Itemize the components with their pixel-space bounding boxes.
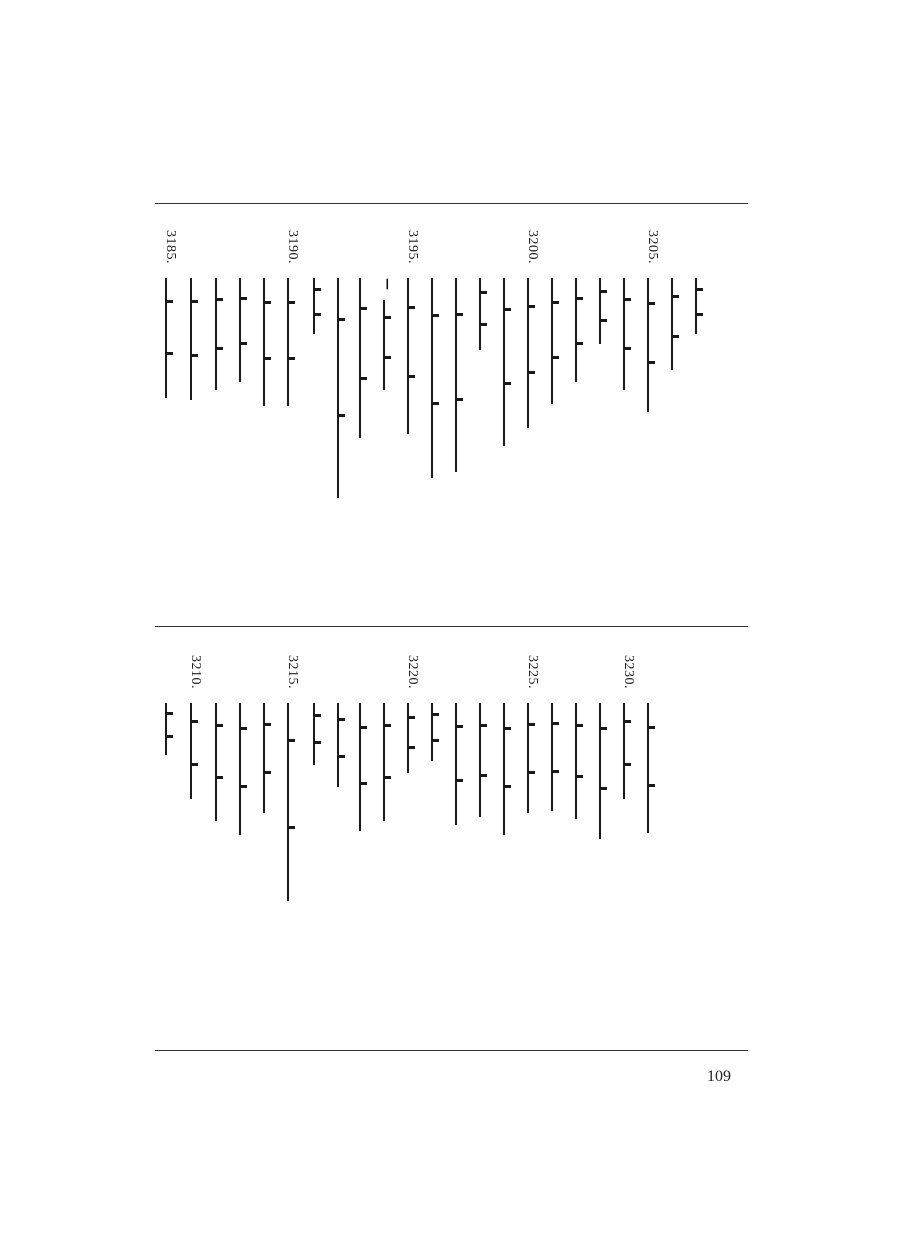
mongolian-script-line (479, 278, 491, 350)
mongolian-script-line (190, 703, 202, 799)
verse-block-upper (150, 230, 750, 610)
line-number: 3220. (405, 655, 420, 689)
mongolian-script-line (359, 278, 371, 438)
mongolian-script-line (623, 278, 635, 390)
line-number: 3210. (188, 655, 203, 689)
line-number: 3230. (621, 655, 636, 689)
mongolian-script-line (383, 300, 395, 390)
mongolian-script-line (503, 278, 515, 446)
mongolian-script-line (527, 703, 539, 813)
line-number: 3225. (525, 655, 540, 689)
mongolian-script-line (239, 278, 251, 382)
mongolian-script-line (455, 278, 467, 472)
mongolian-script-line (575, 703, 587, 819)
line-number: 3195. (405, 230, 420, 264)
line-number: 3185. (163, 230, 178, 264)
mongolian-script-line (527, 278, 539, 428)
mongolian-script-line (215, 703, 227, 821)
mongolian-script-line (165, 703, 177, 755)
mongolian-script-line (479, 703, 491, 817)
mongolian-script-line (263, 703, 275, 813)
mongolian-script-line (647, 703, 659, 833)
line-number: 3190. (285, 230, 300, 264)
verse-dash: — (381, 278, 395, 290)
verse-block-lower (150, 655, 750, 1025)
mongolian-script-line (599, 278, 611, 344)
mongolian-script-line (313, 278, 325, 334)
mongolian-script-line (263, 278, 275, 406)
mongolian-script-line (647, 278, 659, 412)
line-number: 3200. (525, 230, 540, 264)
mongolian-script-line (215, 278, 227, 390)
mongolian-script-line (671, 278, 683, 370)
top-rule (155, 203, 748, 204)
mongolian-script-line (431, 278, 443, 478)
mongolian-script-line (407, 703, 419, 773)
mongolian-script-line (165, 278, 177, 398)
mongolian-script-line (455, 703, 467, 825)
mongolian-script-line (239, 703, 251, 835)
mongolian-script-line (503, 703, 515, 835)
line-number: 3215. (285, 655, 300, 689)
mongolian-script-line (313, 703, 325, 765)
mongolian-script-line (551, 278, 563, 404)
mongolian-script-line (190, 278, 202, 400)
mongolian-script-line (337, 703, 349, 787)
mongolian-script-line (431, 703, 443, 761)
mongolian-script-line (551, 703, 563, 811)
mongolian-script-line (383, 703, 395, 821)
mongolian-script-line (337, 278, 349, 498)
mongolian-script-line (287, 703, 299, 901)
page-number: 109 (707, 1068, 731, 1085)
mongolian-script-line (407, 278, 419, 434)
mongolian-script-line (359, 703, 371, 831)
middle-rule (155, 626, 748, 627)
line-number: 3205. (645, 230, 660, 264)
mongolian-script-line (623, 703, 635, 799)
mongolian-script-line (599, 703, 611, 839)
mongolian-script-line (575, 278, 587, 382)
mongolian-script-line (695, 278, 707, 334)
bottom-rule (155, 1050, 748, 1051)
mongolian-script-line (287, 278, 299, 406)
